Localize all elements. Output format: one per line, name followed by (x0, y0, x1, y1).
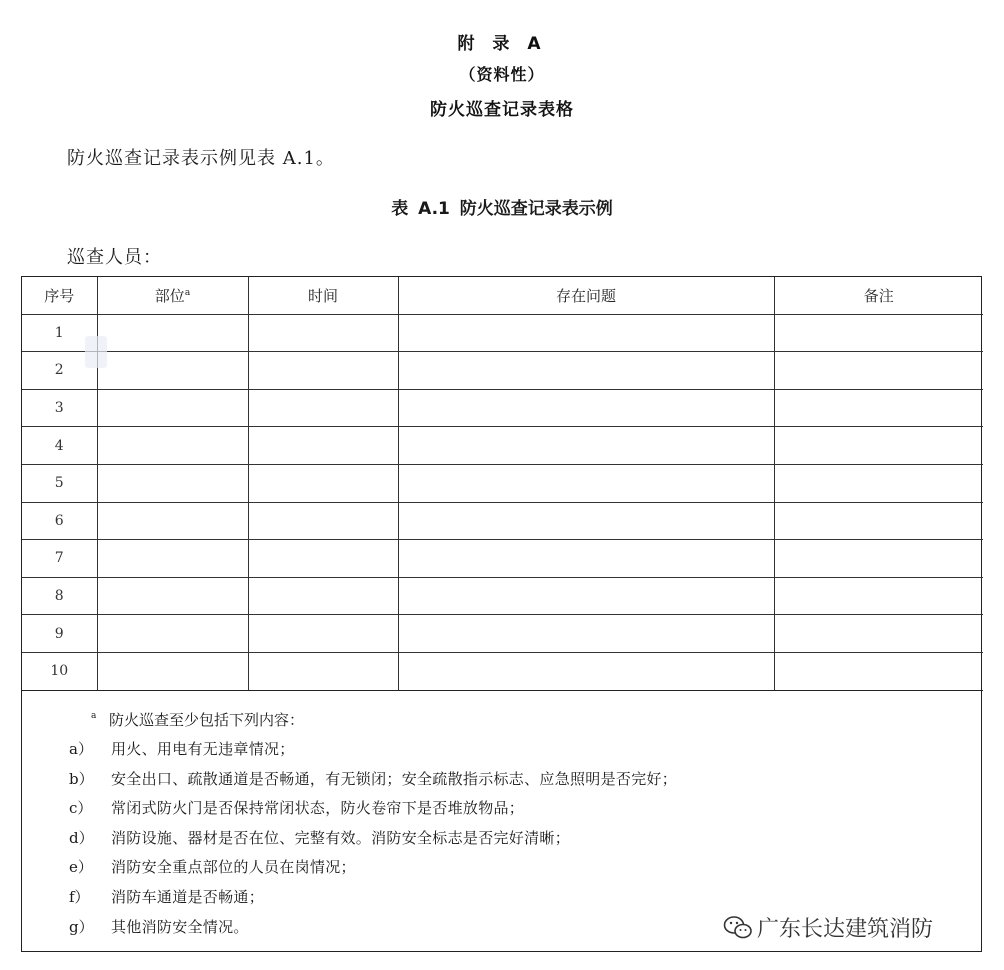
cell-index: 3 (22, 389, 97, 427)
cell-time (248, 389, 398, 427)
notes-intro (67, 705, 967, 735)
table-row (22, 314, 983, 352)
cell-remarks (774, 389, 983, 427)
cell-remarks (774, 314, 983, 352)
cell-remarks (774, 615, 983, 653)
cell-time (248, 652, 398, 690)
cell-issues (398, 652, 774, 690)
table-notes (67, 705, 967, 942)
cell-remarks (774, 577, 983, 615)
column-header-time (248, 277, 398, 314)
cell-index: 10 (22, 652, 97, 690)
cell-issues (398, 502, 774, 540)
note-item-key: g） (69, 917, 94, 936)
cell-index: 5 (22, 464, 97, 502)
table-header-row (22, 277, 983, 314)
note-item (67, 853, 967, 883)
column-header-label: 时间 (307, 286, 338, 305)
note-item-text: 安全出口、疏散通道是否畅通，有无锁闭；安全疏散指示标志、应急照明是否完好； (111, 769, 678, 788)
table-row (22, 652, 983, 690)
intro-paragraph: 防火巡查记录表示例见表 A.1。 (67, 148, 335, 169)
table-row (22, 352, 983, 390)
cell-location (97, 502, 248, 540)
note-item (67, 824, 967, 854)
cell-index: 4 (22, 427, 97, 465)
table-body (22, 314, 983, 690)
footnote-marker: a (91, 711, 97, 721)
note-item-key: c） (69, 799, 93, 818)
cell-remarks (774, 502, 983, 540)
cell-location (97, 427, 248, 465)
note-item-text: 消防安全重点部位的人员在岗情况； (111, 858, 356, 877)
notes-intro-text: 防火巡查至少包括下列内容： (109, 711, 305, 729)
table-row (22, 464, 983, 502)
appendix-title: 防火巡查记录表格 (430, 100, 574, 120)
cell-location (97, 464, 248, 502)
cell-remarks (774, 352, 983, 390)
column-header-label: 备注 (863, 286, 894, 305)
cell-issues (398, 464, 774, 502)
cell-remarks (774, 652, 983, 690)
cell-time (248, 352, 398, 390)
cell-time (248, 615, 398, 653)
table-row (22, 502, 983, 540)
column-header-remarks (774, 277, 983, 314)
cell-index: 2 (22, 352, 97, 390)
note-item-text: 消防设施、器材是否在位、完整有效。消防安全标志是否完好清晰； (111, 828, 571, 847)
note-item (67, 794, 967, 824)
cell-issues (398, 389, 774, 427)
note-item-key: e） (69, 858, 93, 877)
watermark (723, 912, 933, 943)
cell-location (97, 577, 248, 615)
cell-location (97, 389, 248, 427)
table-row (22, 427, 983, 465)
cell-issues (398, 314, 774, 352)
cell-issues (398, 427, 774, 465)
note-item-key: d） (69, 828, 94, 847)
appendix-nature: （资料性） (459, 65, 545, 84)
cell-time (248, 464, 398, 502)
table-row (22, 389, 983, 427)
wechat-icon (723, 915, 753, 941)
patrol-record-table (22, 277, 983, 691)
note-item-key: f） (69, 887, 90, 906)
cell-location (97, 540, 248, 578)
note-item-text: 其他消防安全情况。 (111, 917, 249, 936)
table-row (22, 540, 983, 578)
cell-location (97, 615, 248, 653)
table-row (22, 577, 983, 615)
watermark-text: 广东长达建筑消防 (757, 917, 934, 942)
cell-issues (398, 577, 774, 615)
table-caption: 表 A.1 防火巡查记录表示例 (391, 199, 613, 219)
cell-issues (398, 540, 774, 578)
cell-time (248, 427, 398, 465)
note-item-key: a） (69, 740, 93, 758)
cell-remarks (774, 427, 983, 465)
note-item (67, 883, 967, 913)
inspector-label: 巡查人员： (67, 247, 162, 268)
note-item-text: 消防车通道是否畅通； (111, 887, 265, 906)
cell-issues (398, 352, 774, 390)
column-header-location (97, 277, 248, 314)
cell-issues (398, 615, 774, 653)
cell-index: 6 (22, 502, 97, 540)
appendix-heading: 附 录 A (457, 34, 547, 54)
note-item-text: 常闭式防火门是否保持常闭状态，防火卷帘下是否堆放物品； (111, 799, 525, 818)
cell-time (248, 502, 398, 540)
column-header-index (22, 277, 97, 314)
note-item-text: 用火、用电有无违章情况； (111, 740, 295, 758)
cell-index: 8 (22, 577, 97, 615)
cell-index: 9 (22, 615, 97, 653)
watermark-logo (85, 336, 107, 368)
cell-remarks (774, 464, 983, 502)
column-header-label: 部位 (154, 286, 185, 305)
note-item (67, 765, 967, 795)
cell-index: 7 (22, 540, 97, 578)
cell-location (97, 314, 248, 352)
footnote-marker: a (184, 287, 191, 298)
cell-location (97, 352, 248, 390)
cell-time (248, 577, 398, 615)
cell-location (97, 652, 248, 690)
column-header-label: 序号 (44, 286, 75, 305)
cell-time (248, 540, 398, 578)
cell-time (248, 314, 398, 352)
cell-remarks (774, 540, 983, 578)
note-item (67, 735, 967, 765)
column-header-issues (398, 277, 774, 314)
column-header-label: 存在问题 (555, 286, 616, 305)
cell-index: 1 (22, 314, 97, 352)
patrol-record-table-frame (21, 276, 982, 952)
note-item-key: b） (69, 769, 94, 788)
table-row (22, 615, 983, 653)
